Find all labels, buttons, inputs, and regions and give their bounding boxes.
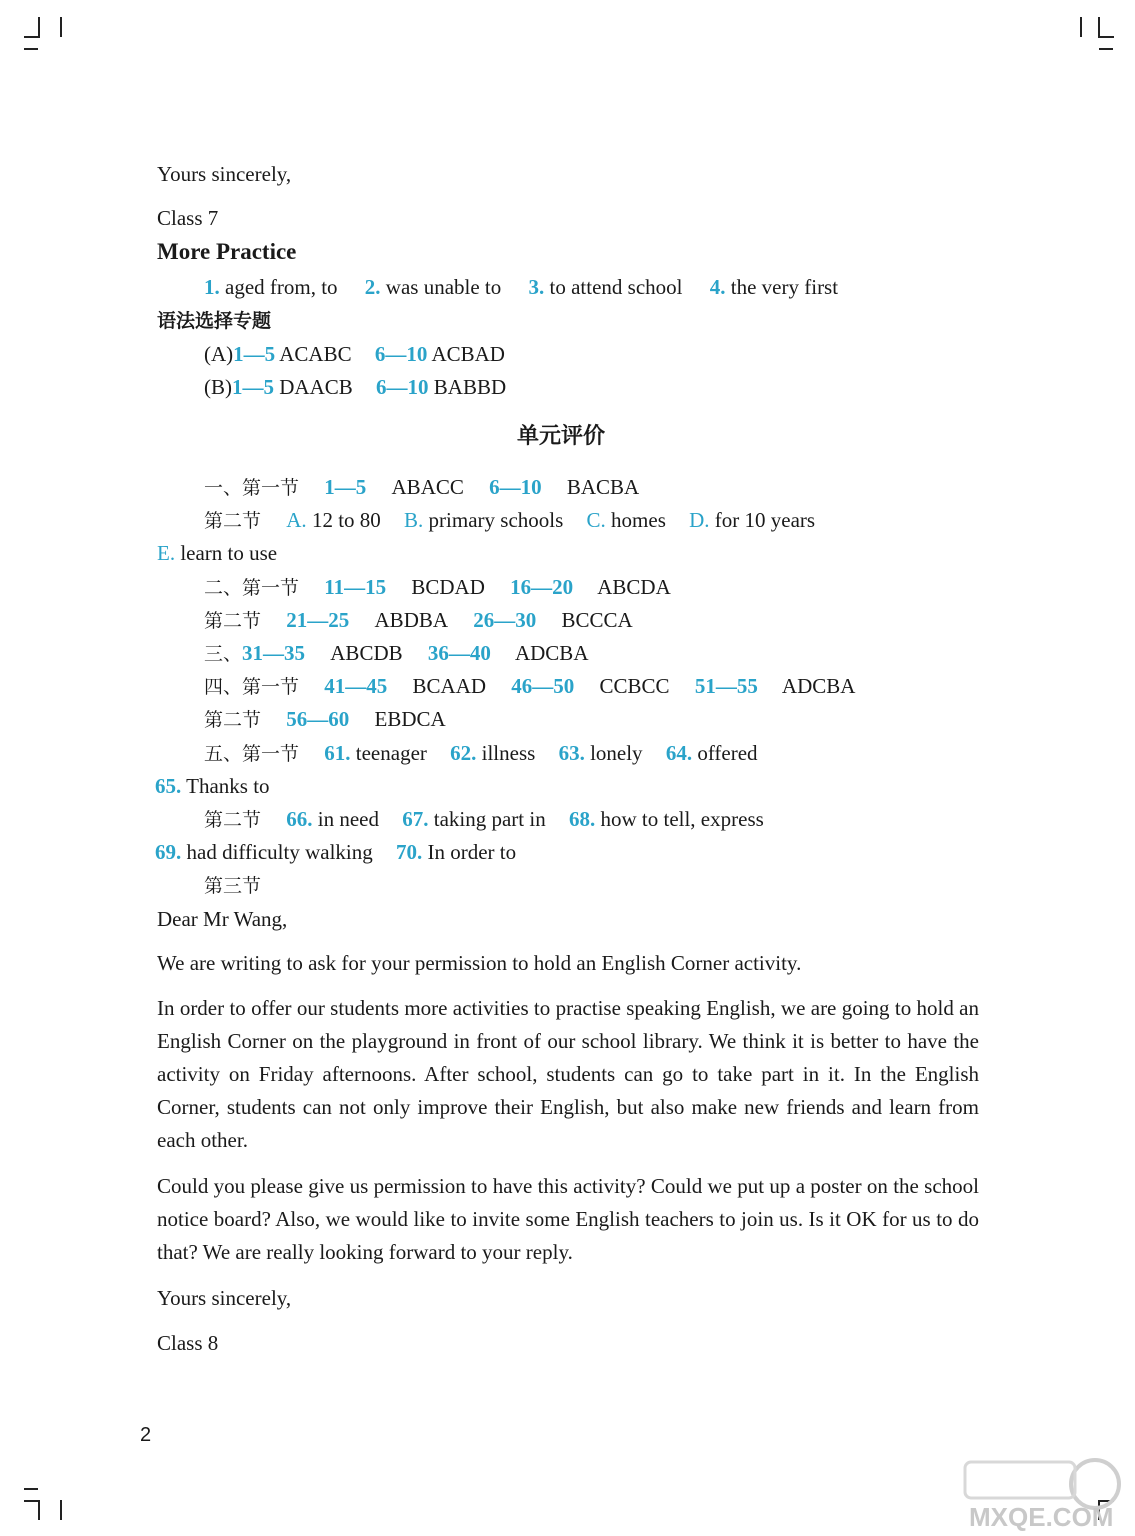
range: 16—20 — [510, 575, 574, 599]
item-number: 2. — [364, 275, 381, 299]
page-number: 2 — [140, 1424, 152, 1446]
answers: EBDCA — [374, 707, 446, 731]
letter2-signature: Class 8 — [157, 1331, 219, 1355]
option-letter: D. — [689, 508, 710, 532]
row-label: (B) — [204, 375, 232, 399]
option-answer: 12 to 80 — [311, 508, 381, 532]
letter2-paragraph-3: Could you please give us permission to have this activity? Could we put up a poster on the school notice board? Also, we would like to invite some English teachers to join us. Is it OK for us to do that? We are really looking forward to your reply. — [157, 1174, 979, 1264]
option-answer: homes — [611, 508, 666, 532]
item-number: 61. — [324, 741, 351, 765]
unit-eval-title: 单元评价 — [517, 424, 606, 449]
answers: BABBD — [433, 375, 507, 399]
item-number: 62. — [450, 741, 477, 765]
item-answer: lonely — [590, 741, 643, 765]
row-label: 二、第一节 — [204, 577, 300, 599]
item-answer: had difficulty walking — [186, 840, 373, 864]
answers: CCBCC — [599, 674, 670, 698]
row-label: 一、第一节 — [204, 477, 300, 499]
answers: ACBAD — [431, 342, 505, 366]
s5p2-row — [204, 806, 764, 833]
row-label: 四、第一节 — [204, 676, 300, 698]
row-label: 第二节 — [204, 510, 262, 532]
watermark-logo — [955, 1450, 1130, 1532]
item-answer: taking part in — [433, 807, 546, 831]
item-number: 1. — [204, 275, 220, 299]
watermark-text: MXQE.COM — [969, 1502, 1114, 1532]
s5p1-row — [204, 740, 758, 767]
range: 6—10 — [376, 375, 429, 399]
item-answer: aged from, to — [225, 275, 338, 299]
item-answer: teenager — [355, 741, 427, 765]
grammar-row-a — [204, 341, 505, 367]
item-number: 69. — [155, 840, 182, 864]
option-letter: E. — [157, 541, 176, 565]
row-label: 第二节 — [204, 809, 262, 831]
s1p2-row — [204, 507, 815, 534]
range: 26—30 — [473, 608, 537, 632]
answers: ABACC — [391, 475, 464, 499]
item-number: 65. — [155, 774, 182, 798]
answers: BCCCA — [561, 608, 633, 632]
s1p2-row-cont — [157, 540, 277, 566]
letter2-closing: Yours sincerely, — [157, 1286, 292, 1310]
item-number: 3. — [528, 275, 545, 299]
range: 36—40 — [427, 641, 491, 665]
answers: BACBA — [566, 475, 640, 499]
item-answer: offered — [697, 741, 758, 765]
item-number: 67. — [402, 807, 429, 831]
item-answer: illness — [481, 741, 536, 765]
item-answer: how to tell, express — [600, 807, 764, 831]
answers: ABDBA — [374, 608, 449, 632]
option-answer: learn to use — [180, 541, 278, 565]
item-number: 64. — [665, 741, 693, 765]
item-answer: to attend school — [549, 275, 683, 299]
range: 1—5 — [233, 342, 276, 366]
item-answer: in need — [317, 807, 379, 831]
item-answer: was unable to — [385, 275, 502, 299]
range: 56—60 — [286, 707, 350, 731]
range: 46—50 — [511, 674, 575, 698]
option-letter: B. — [404, 508, 424, 532]
s4p1-row — [204, 673, 855, 700]
answers: BCAAD — [412, 674, 487, 698]
s5p3-label: 第三节 — [204, 875, 262, 897]
option-letter: A. — [286, 508, 307, 532]
letter2-greeting: Dear Mr Wang, — [157, 907, 288, 931]
range: 6—10 — [374, 342, 428, 366]
row-label: 第二节 — [204, 709, 262, 731]
item-answer: Thanks to — [186, 774, 270, 798]
row-label: (A) — [204, 342, 234, 366]
more-practice-heading: More Practice — [157, 239, 297, 264]
item-number: 66. — [286, 807, 313, 831]
option-answer: primary schools — [428, 508, 564, 532]
grammar-row-b — [204, 374, 506, 400]
s2p1-row — [204, 574, 671, 601]
range: 11—15 — [324, 575, 387, 599]
item-answer: In order to — [427, 840, 517, 864]
item-number: 70. — [396, 840, 423, 864]
row-label: 五、第一节 — [204, 743, 300, 765]
row-label: 三、 — [204, 643, 243, 665]
range: 21—25 — [286, 608, 350, 632]
s5p2-row-cont — [155, 839, 516, 865]
answers: ABCDA — [597, 575, 671, 599]
option-letter: C. — [586, 508, 606, 532]
s2p2-row — [204, 607, 633, 634]
answers: ABCDB — [330, 641, 403, 665]
range: 51—55 — [694, 674, 758, 698]
row-label: 第二节 — [204, 610, 262, 632]
range: 6—10 — [489, 475, 542, 499]
grammar-heading: 语法选择专题 — [157, 310, 272, 332]
option-answer: for 10 years — [714, 508, 816, 532]
range: 41—45 — [324, 674, 388, 698]
s3-row — [204, 640, 588, 667]
range: 1—5 — [324, 475, 367, 499]
s1p1-row — [204, 474, 639, 501]
item-answer: the very first — [730, 275, 839, 299]
range: 1—5 — [232, 375, 274, 399]
range: 31—35 — [242, 641, 306, 665]
letter2-paragraph-1: We are writing to ask for your permission to hold an English Corner activity. — [157, 951, 802, 975]
item-number: 63. — [558, 741, 585, 765]
answers: BCDAD — [411, 575, 485, 599]
more-practice-answers — [204, 274, 838, 300]
s4p2-row — [204, 706, 446, 733]
answers: ADCBA — [514, 641, 589, 665]
item-number: 68. — [568, 807, 596, 831]
letter2-paragraph-2: In order to offer our students more activities to practise speaking English, we are going to hold an English Corner on the playground in front of our school library. We think it is better to have the activity on Friday afternoons. After school, students can go to take part in it. In the English Corner, students can not only improve their English, but also make new friends and learn from each other. — [157, 996, 979, 1152]
letter1-signature: Class 7 — [157, 206, 219, 230]
s5p1-row-cont — [155, 773, 270, 799]
item-number: 4. — [709, 275, 726, 299]
answers: DAACB — [279, 375, 353, 399]
answers: ADCBA — [781, 674, 856, 698]
letter1-closing: Yours sincerely, — [157, 162, 292, 186]
answers: ACABC — [279, 342, 352, 366]
